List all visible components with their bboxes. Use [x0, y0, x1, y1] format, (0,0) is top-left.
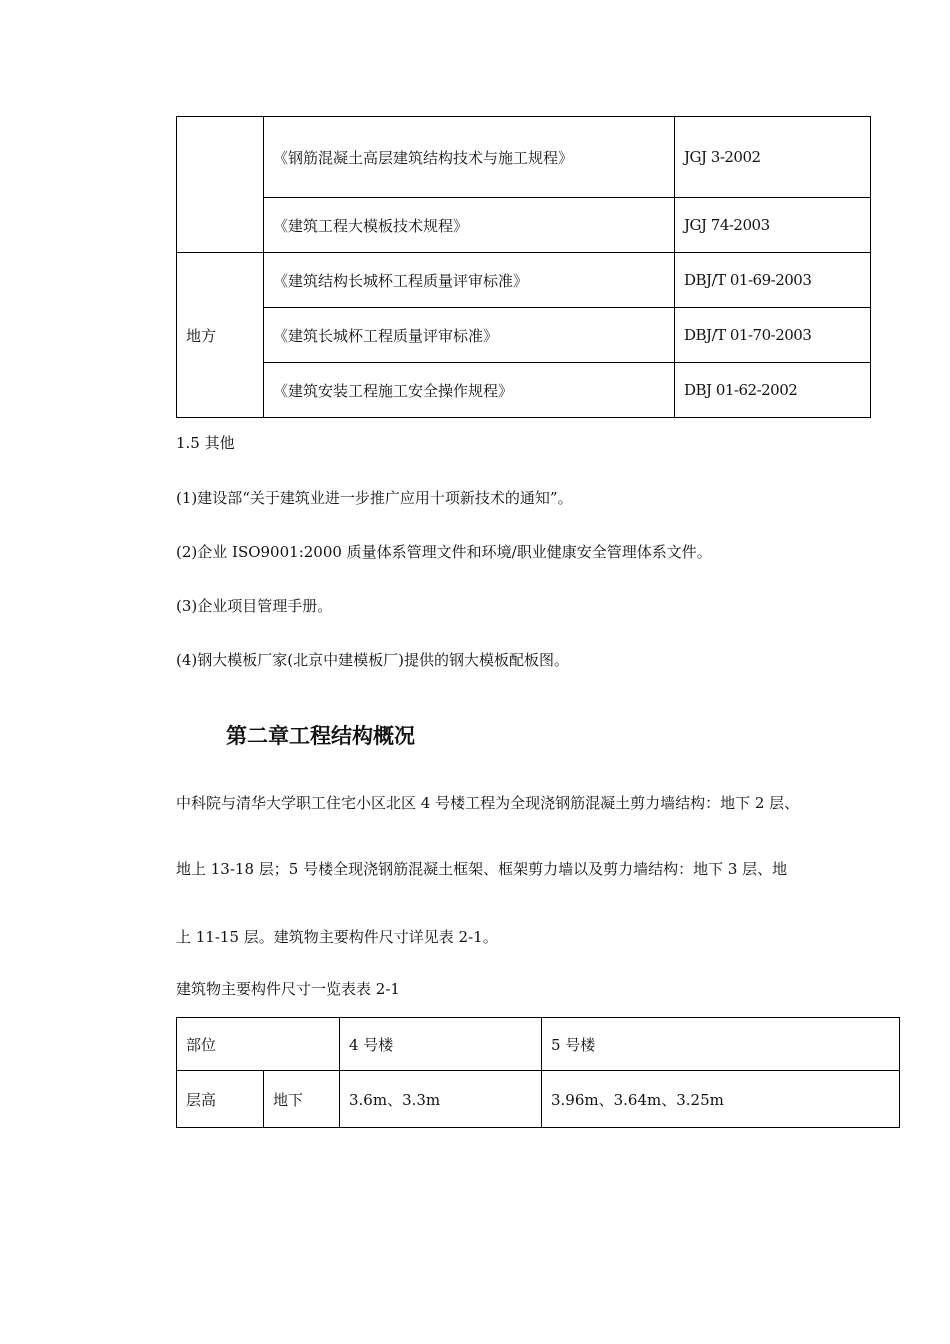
section-heading-1-5: 1.5 其他 — [176, 434, 235, 452]
dimensions-table — [176, 1017, 900, 1128]
row-label-floor-height: 层高 — [177, 1071, 264, 1128]
header-cell-part: 部位 — [177, 1018, 340, 1071]
category-cell-blank — [177, 117, 264, 253]
standard-name-cell: 《建筑长城杯工程质量评审标准》 — [264, 308, 675, 363]
row-sublabel-underground: 地下 — [264, 1071, 340, 1128]
standard-name-cell: 《建筑结构长城杯工程质量评审标准》 — [264, 253, 675, 308]
list-item: (4)钢大模板厂家(北京中建模板厂)提供的钢大模板配板图。 — [176, 651, 569, 669]
paragraph-line: 地上 13-18 层；5 号楼全现浇钢筋混凝土框架、框架剪力墙以及剪力墙结构：地下 3 层、地 — [176, 860, 788, 878]
standard-code-cell: DBJ/T 01-70-2003 — [675, 308, 871, 363]
list-item: (3)企业项目管理手册。 — [176, 597, 333, 615]
standard-code-cell: DBJ/T 01-69-2003 — [675, 253, 871, 308]
header-cell-building-4: 4 号楼 — [340, 1018, 542, 1071]
cell-building-5-value: 3.96m、3.64m、3.25m — [542, 1071, 900, 1128]
table-row — [177, 1071, 900, 1128]
table-row — [177, 198, 871, 253]
standard-name-cell: 《建筑工程大模板技术规程》 — [264, 198, 675, 253]
paragraph-line: 上 11-15 层。建筑物主要构件尺寸详见表 2-1。 — [176, 928, 498, 946]
list-item: (2)企业 ISO9001:2000 质量体系管理文件和环境/职业健康安全管理体系文件。 — [176, 543, 712, 561]
standard-name-cell: 《钢筋混凝土高层建筑结构技术与施工规程》 — [264, 117, 675, 198]
list-item: (1)建设部“关于建筑业进一步推广应用十项新技术的通知”。 — [176, 489, 573, 507]
standard-code-cell: DBJ 01-62-2002 — [675, 363, 871, 418]
table-row — [177, 117, 871, 198]
paragraph-line: 中科院与清华大学职工住宅小区北区 4 号楼工程为全现浇钢筋混凝土剪力墙结构：地下 2 层、 — [176, 794, 800, 812]
table-row — [177, 308, 871, 363]
standard-code-cell: JGJ 74-2003 — [675, 198, 871, 253]
standards-table — [176, 116, 871, 418]
table-row — [177, 253, 871, 308]
standard-code-cell: JGJ 3-2002 — [675, 117, 871, 198]
category-cell-local: 地方 — [177, 253, 264, 418]
table-caption: 建筑物主要构件尺寸一览表表 2-1 — [176, 980, 400, 998]
standard-name-cell: 《建筑安装工程施工安全操作规程》 — [264, 363, 675, 418]
table-row — [177, 363, 871, 418]
table-header-row — [177, 1018, 900, 1071]
chapter-heading: 第二章工程结构概况 — [226, 724, 415, 748]
header-cell-building-5: 5 号楼 — [542, 1018, 900, 1071]
cell-building-4-value: 3.6m、3.3m — [340, 1071, 542, 1128]
